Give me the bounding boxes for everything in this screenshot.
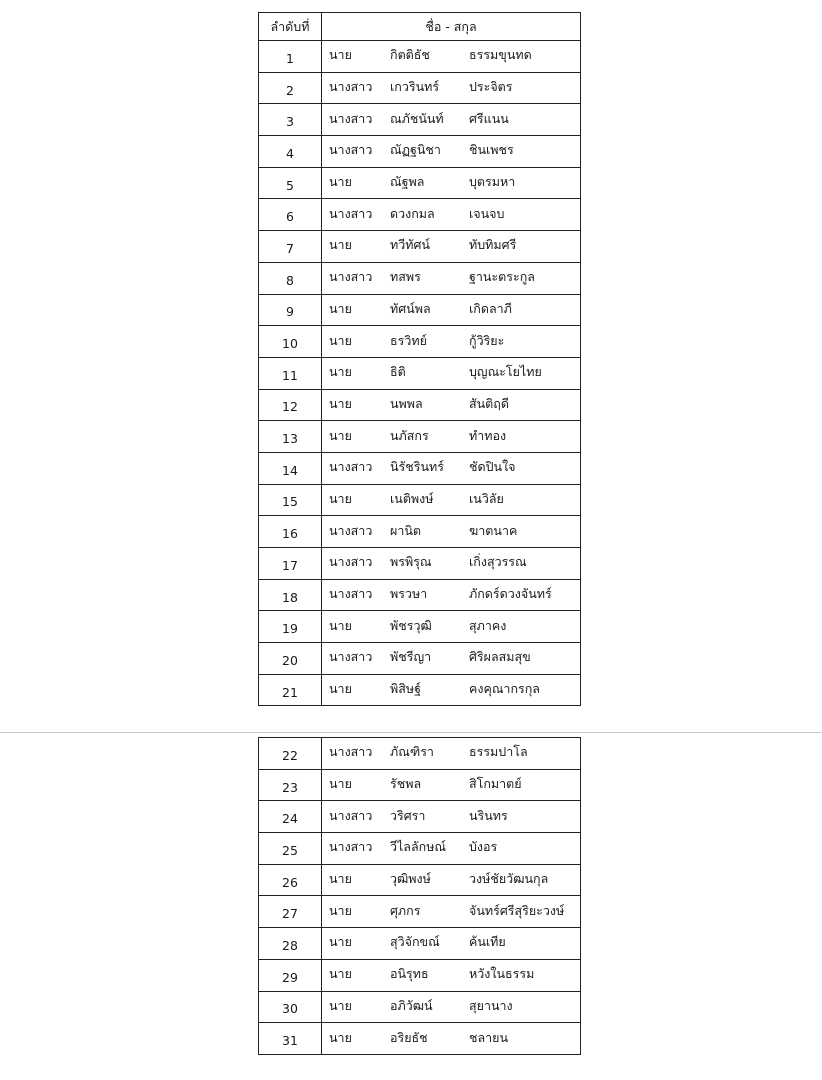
table-row	[259, 1023, 581, 1055]
name-title: นาย	[329, 902, 352, 918]
row-number: 3	[286, 114, 294, 130]
row-number-cell	[259, 136, 322, 168]
table-row	[259, 104, 581, 136]
table-row	[259, 41, 581, 73]
last-name: ประจิตร	[469, 79, 513, 95]
full-name-cell	[322, 611, 581, 643]
student-roster-table-page-2	[258, 737, 581, 1055]
row-number: 26	[282, 874, 298, 890]
table-row	[259, 611, 581, 643]
name-title: นาย	[329, 395, 352, 411]
name-title: นางสาว	[329, 744, 373, 760]
name-title: นาย	[329, 490, 352, 506]
first-name: พิสิษฐ์	[390, 681, 422, 697]
table-row	[259, 167, 581, 199]
name-title: นางสาว	[329, 205, 373, 221]
last-name: เกิ่งสุวรรณ	[469, 554, 527, 570]
table-row	[259, 294, 581, 326]
row-number: 16	[282, 526, 298, 542]
row-number: 8	[286, 272, 294, 288]
first-name: นพพล	[390, 395, 423, 411]
row-number-cell	[259, 167, 322, 199]
full-name-cell	[322, 928, 581, 960]
name-title: นาย	[329, 1029, 352, 1045]
row-number-cell	[259, 928, 322, 960]
full-name-cell	[322, 231, 581, 263]
last-name: ชลายน	[469, 1029, 509, 1045]
full-name-cell	[322, 516, 581, 548]
table-row	[259, 452, 581, 484]
first-name: รัชพล	[390, 776, 422, 792]
table-row	[259, 738, 581, 770]
name-column-header: ชื่อ - สกุล	[322, 13, 581, 41]
first-name: ผานิต	[390, 522, 422, 538]
table-header-row	[259, 13, 581, 41]
row-number: 25	[282, 842, 298, 858]
number-column-header: ลำดับที่	[259, 13, 322, 41]
name-title: นางสาว	[329, 142, 373, 158]
last-name: ชัดปินใจ	[469, 459, 516, 475]
row-number-cell	[259, 326, 322, 358]
row-number: 5	[286, 177, 294, 193]
row-number: 17	[282, 557, 298, 573]
row-number: 28	[282, 937, 298, 953]
last-name: กู้วิริยะ	[469, 332, 505, 348]
first-name: สุวิจักขณ์	[390, 934, 440, 950]
row-number-cell	[259, 801, 322, 833]
name-title: นาย	[329, 966, 352, 982]
first-name: ณัฏฐนิชา	[390, 142, 441, 158]
first-name: ทวีทัศน์	[390, 237, 430, 253]
name-title: นางสาว	[329, 79, 373, 95]
row-number-cell	[259, 262, 322, 294]
row-number-cell	[259, 1023, 322, 1055]
name-title: นาย	[329, 174, 352, 190]
table-row	[259, 769, 581, 801]
full-name-cell	[322, 41, 581, 73]
last-name: จันทร์ศรีสุริยะวงษ์	[469, 902, 565, 918]
row-number: 14	[282, 462, 298, 478]
name-title: นางสาว	[329, 554, 373, 570]
name-title: นางสาว	[329, 522, 373, 538]
last-name: ฐานะตระกูล	[469, 269, 535, 285]
row-number: 12	[282, 399, 298, 415]
table-row	[259, 801, 581, 833]
last-name: ทำทอง	[469, 427, 507, 443]
table-row	[259, 991, 581, 1023]
row-number-cell	[259, 611, 322, 643]
row-number: 13	[282, 431, 298, 447]
row-number: 9	[286, 304, 294, 320]
row-number-cell	[259, 896, 322, 928]
row-number-cell	[259, 738, 322, 770]
row-number: 23	[282, 779, 298, 795]
row-number: 18	[282, 589, 298, 605]
first-name: วีไลลักษณ์	[390, 839, 447, 855]
name-title: นาย	[329, 237, 352, 253]
first-name: วุฒิพงษ์	[390, 871, 431, 887]
name-title: นางสาว	[329, 807, 373, 823]
last-name: ค้นเทีย	[469, 934, 506, 950]
student-roster-table-page-1	[258, 12, 581, 706]
last-name: เนวิลัย	[469, 490, 504, 506]
row-number: 21	[282, 684, 298, 700]
name-title: นางสาว	[329, 459, 373, 475]
table-row	[259, 959, 581, 991]
name-title: นาย	[329, 934, 352, 950]
row-number-cell	[259, 864, 322, 896]
first-name: พรวษา	[390, 586, 428, 602]
full-name-cell	[322, 452, 581, 484]
row-number-cell	[259, 833, 322, 865]
first-name: อภิวัฒน์	[390, 997, 433, 1013]
full-name-cell	[322, 548, 581, 580]
full-name-cell	[322, 72, 581, 104]
row-number: 19	[282, 621, 298, 637]
full-name-cell	[322, 864, 581, 896]
table-row	[259, 326, 581, 358]
last-name: สันติฤดี	[469, 395, 509, 411]
first-name: อริยธัช	[390, 1029, 428, 1045]
row-number-cell	[259, 41, 322, 73]
row-number-cell	[259, 452, 322, 484]
row-number-cell	[259, 959, 322, 991]
first-name: นิรัชรินทร์	[390, 459, 444, 475]
full-name-cell	[322, 262, 581, 294]
full-name-cell	[322, 326, 581, 358]
row-number: 11	[282, 367, 298, 383]
full-name-cell	[322, 674, 581, 706]
full-name-cell	[322, 484, 581, 516]
name-title: นาย	[329, 681, 352, 697]
name-title: นาย	[329, 776, 352, 792]
last-name: ภักดร์ดวงจันทร์	[469, 586, 552, 602]
row-number-cell	[259, 643, 322, 675]
table-row	[259, 136, 581, 168]
first-name: ณัฐพล	[390, 174, 425, 190]
full-name-cell	[322, 896, 581, 928]
last-name: ทับทิมศรี	[469, 237, 517, 253]
first-name: เนติพงษ์	[390, 490, 434, 506]
name-title: นางสาว	[329, 649, 373, 665]
row-number: 29	[282, 969, 298, 985]
name-title: นางสาว	[329, 839, 373, 855]
table-row	[259, 231, 581, 263]
page-break-line	[0, 732, 822, 733]
first-name: ทัศน์พล	[390, 300, 431, 316]
last-name: ธรรมปาโล	[469, 744, 528, 760]
last-name: สุภาคง	[469, 617, 507, 633]
last-name: คงคุณากรกุล	[469, 681, 540, 697]
full-name-cell	[322, 991, 581, 1023]
name-title: นาย	[329, 47, 352, 63]
full-name-cell	[322, 833, 581, 865]
full-name-cell	[322, 801, 581, 833]
table-row	[259, 389, 581, 421]
first-name: พัชรวุฒิ	[390, 617, 432, 633]
row-number: 7	[286, 240, 294, 256]
row-number-cell	[259, 389, 322, 421]
row-number: 10	[282, 336, 298, 352]
last-name: บุตรมหา	[469, 174, 516, 190]
name-title: นาย	[329, 427, 352, 443]
first-name: วริศรา	[390, 807, 426, 823]
full-name-cell	[322, 167, 581, 199]
table-row	[259, 262, 581, 294]
row-number: 4	[286, 145, 294, 161]
last-name: สิโกมาตย์	[469, 776, 522, 792]
row-number-cell	[259, 548, 322, 580]
row-number-cell	[259, 516, 322, 548]
first-name: พัชรีญา	[390, 649, 432, 665]
first-name: เกวรินทร์	[390, 79, 440, 95]
full-name-cell	[322, 738, 581, 770]
row-number-cell	[259, 104, 322, 136]
first-name: ศุภกร	[390, 902, 421, 918]
last-name: ศิริผลสมสุข	[469, 649, 531, 665]
row-number: 30	[282, 1001, 298, 1017]
row-number-cell	[259, 199, 322, 231]
table-row	[259, 199, 581, 231]
first-name: ธรวิทย์	[390, 332, 427, 348]
last-name: สุยานาง	[469, 997, 513, 1013]
row-number: 20	[282, 652, 298, 668]
first-name: พรพิรุณ	[390, 554, 432, 570]
name-title: นาย	[329, 300, 352, 316]
first-name: ภัณฑิรา	[390, 744, 434, 760]
full-name-cell	[322, 294, 581, 326]
row-number-cell	[259, 769, 322, 801]
first-name: อนิรุทธ	[390, 966, 429, 982]
name-title: นาย	[329, 617, 352, 633]
table-row	[259, 643, 581, 675]
row-number-cell	[259, 421, 322, 453]
table-row	[259, 928, 581, 960]
last-name: ฆาตนาค	[469, 522, 518, 538]
name-title: นาย	[329, 332, 352, 348]
table-row	[259, 548, 581, 580]
full-name-cell	[322, 104, 581, 136]
row-number: 31	[282, 1033, 298, 1049]
row-number-cell	[259, 579, 322, 611]
full-name-cell	[322, 959, 581, 991]
first-name: กิตติธัช	[390, 47, 430, 63]
full-name-cell	[322, 1023, 581, 1055]
row-number: 24	[282, 811, 298, 827]
last-name: ศรีแนน	[469, 110, 509, 126]
table-row	[259, 357, 581, 389]
first-name: ณภัชนันท์	[390, 110, 444, 126]
last-name: บังอร	[469, 839, 498, 855]
last-name: หวังในธรรม	[469, 966, 535, 982]
table-row	[259, 421, 581, 453]
last-name: นรินทร	[469, 807, 508, 823]
table-row	[259, 72, 581, 104]
name-title: นางสาว	[329, 586, 373, 602]
full-name-cell	[322, 421, 581, 453]
first-name: ธิติ	[390, 364, 406, 380]
last-name: ชินเพชร	[469, 142, 514, 158]
first-name: ดวงกมล	[390, 205, 435, 221]
row-number-cell	[259, 231, 322, 263]
full-name-cell	[322, 643, 581, 675]
full-name-cell	[322, 136, 581, 168]
last-name: เจนจบ	[469, 205, 505, 221]
full-name-cell	[322, 389, 581, 421]
name-title: นางสาว	[329, 110, 373, 126]
name-title: นาย	[329, 364, 352, 380]
row-number: 22	[282, 747, 298, 763]
first-name: นภัสกร	[390, 427, 429, 443]
row-number: 15	[282, 494, 298, 510]
table-row	[259, 896, 581, 928]
row-number-cell	[259, 72, 322, 104]
row-number-cell	[259, 294, 322, 326]
table-row	[259, 833, 581, 865]
last-name: ธรรมขุนทด	[469, 47, 532, 63]
row-number-cell	[259, 357, 322, 389]
row-number: 27	[282, 906, 298, 922]
name-title: นางสาว	[329, 269, 373, 285]
last-name: วงษ์ชัยวัฒนกุล	[469, 871, 549, 887]
row-number: 6	[286, 209, 294, 225]
name-title: นาย	[329, 997, 352, 1013]
full-name-cell	[322, 357, 581, 389]
table-row	[259, 674, 581, 706]
first-name: ทสพร	[390, 269, 421, 285]
row-number-cell	[259, 484, 322, 516]
table-row	[259, 516, 581, 548]
full-name-cell	[322, 769, 581, 801]
row-number-cell	[259, 991, 322, 1023]
name-title: นาย	[329, 871, 352, 887]
row-number-cell	[259, 674, 322, 706]
row-number: 1	[286, 50, 294, 66]
row-number: 2	[286, 82, 294, 98]
table-row	[259, 864, 581, 896]
full-name-cell	[322, 579, 581, 611]
table-row	[259, 579, 581, 611]
last-name: บุญณะโยไทย	[469, 364, 542, 380]
full-name-cell	[322, 199, 581, 231]
table-row	[259, 484, 581, 516]
last-name: เกิดลาภี	[469, 300, 512, 316]
